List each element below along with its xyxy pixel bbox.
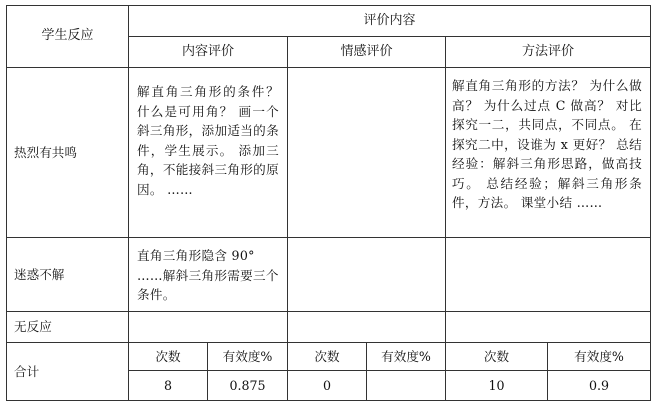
student-reaction-header: 学生反应	[7, 6, 129, 68]
content-eval-no-reaction	[129, 312, 288, 343]
content-effect-value: 0.875	[208, 371, 288, 401]
table-row-total-labels	[7, 343, 651, 371]
method-effect-value: 0.9	[548, 371, 651, 401]
content-eval-confused: 直角三角形隐含 90° ……解斜三角形需要三个条件。	[129, 238, 288, 312]
evaluation-table	[6, 5, 651, 401]
content-eval-resonance: 解直角三角形的条件？ 什么是可用角？ 画一个斜三角形，添加适当的条件，学生展示。 添加三角，不能接斜三角形的原因。 ……	[129, 68, 288, 238]
content-count-label: 次数	[129, 343, 208, 371]
row-label-resonance: 热烈有共鸣	[7, 68, 129, 238]
emotion-eval-resonance	[288, 68, 446, 238]
method-count-label: 次数	[446, 343, 548, 371]
row-label-total: 合计	[7, 343, 129, 401]
emotion-count-value: 0	[288, 371, 367, 401]
method-eval-header: 方法评价	[446, 37, 651, 68]
header-row-1	[7, 6, 651, 37]
emotion-count-label: 次数	[288, 343, 367, 371]
emotion-eval-no-reaction	[288, 312, 446, 343]
evaluation-content-header: 评价内容	[129, 6, 651, 37]
emotion-effect-label: 有效度%	[367, 343, 446, 371]
table-row-confused	[7, 238, 651, 312]
row-label-no-reaction: 无反应	[7, 312, 129, 343]
table-row-resonance	[7, 68, 651, 238]
method-eval-no-reaction	[446, 312, 651, 343]
emotion-effect-value	[367, 371, 446, 401]
method-eval-confused	[446, 238, 651, 312]
content-effect-label: 有效度%	[208, 343, 288, 371]
method-count-value: 10	[446, 371, 548, 401]
content-eval-header: 内容评价	[129, 37, 288, 68]
content-count-value: 8	[129, 371, 208, 401]
method-eval-resonance: 解直角三角形的方法？ 为什么做高？ 为什么过点 C 做高？ 对比探究一二，共同点，不同点。 在探究二中，设谁为 x 更好？ 总结经验：解斜三角形思路，做高技巧。 总结经验；解斜三角形条件，方法。 课堂小结 ……	[446, 68, 651, 238]
row-label-confused: 迷惑不解	[7, 238, 129, 312]
table-row-no-reaction	[7, 312, 651, 343]
method-effect-label: 有效度%	[548, 343, 651, 371]
emotion-eval-confused	[288, 238, 446, 312]
emotion-eval-header: 情感评价	[288, 37, 446, 68]
